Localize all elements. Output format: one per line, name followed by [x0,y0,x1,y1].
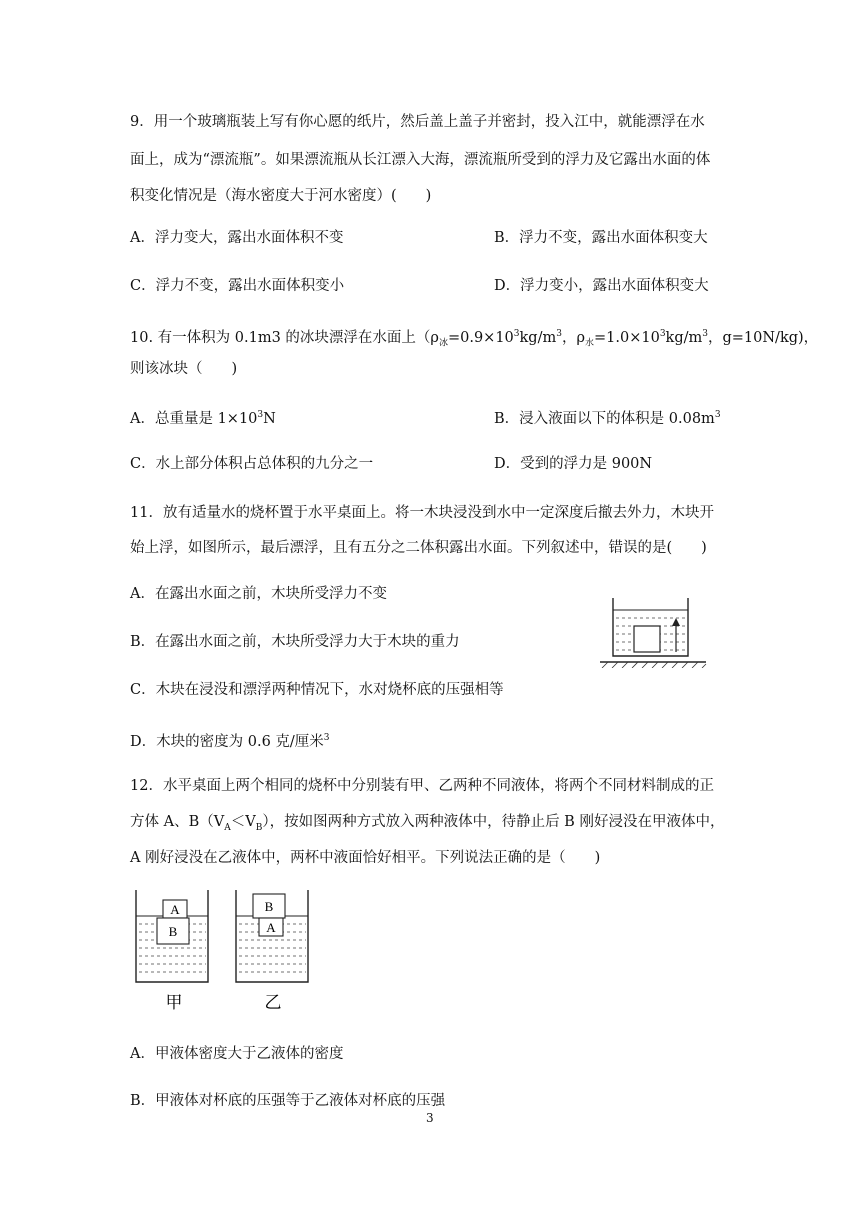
q12-line-3: A 刚好浸没在乙液体中，两杯中液面恰好相平。下列说法正确的是（ ) [130,850,601,866]
q10-option-b: B．浸入液面以下的体积是 $0.08m^3$ [494,410,721,427]
q12-beaker1-block-a-label: A [170,902,180,917]
q10-option-c: C．水上部分体积占总体积的九分之一 [130,456,374,472]
q11-option-a: A．在露出水面之前，木块所受浮力不变 [130,586,387,602]
q11-option-b: B．在露出水面之前，木块所受浮力大于木块的重力 [130,634,460,650]
q11-option-c: C．木块在浸没和漂浮两种情况下，水对烧杯底的压强相等 [130,682,504,698]
q12-caption-yi: 乙 [264,993,282,1013]
q12-beaker2-block-a-label: A [266,920,276,935]
q10-option-a: A．总重量是 $1\times 10^3N$ [130,410,276,427]
q9-option-b: B．浮力不变，露出水面体积变大 [494,230,708,246]
q11-line-2: 始上浮，如图所示，最后漂浮，且有五分之二体积露出水面。下列叙述中，错误的是( ) [130,540,707,556]
q12-option-b: B．甲液体对杯底的压强等于乙液体对杯底的压强 [130,1093,446,1109]
q10-line-2: 则该冰块（ ) [130,361,238,377]
q12-caption-jia: 甲 [165,993,183,1013]
q9-option-a: A．浮力变大，露出水面体积不变 [130,230,344,246]
q9-line-3: 积变化情况是（海水密度大于河水密度）( ) [130,188,432,204]
q9-line-1: 9．用一个玻璃瓶装上写有你心愿的纸片，然后盖上盖子并密封，投入江中，就能漂浮在水 [130,114,705,130]
q12-beaker1-block-b-label: B [168,924,178,939]
q9-option-c: C．浮力不变，露出水面体积变小 [130,278,345,294]
q11-line-1: 11．放有适量水的烧杯置于水平桌面上。将一木块浸没到水中一定深度后撤去外力，木块开 [130,505,714,521]
q12-line-1: 12．水平桌面上两个相同的烧杯中分别装有甲、乙两种不同液体，将两个不同材料制成的正 [130,778,714,794]
q12-beaker2-block-b-label: B [264,899,274,914]
q11-beaker-figure [600,596,710,668]
q9-option-d: D．浮力变小，露出水面体积变大 [494,278,709,294]
q9-line-2: 面上，成为“漂流瓶”。如果漂流瓶从长江漂入大海，漂流瓶所受到的浮力及它露出水面的体 [130,152,711,168]
q12-line-2: 方体 A、$B(V_A<V_B)$，按如图两种方式放入两种液体中，待静止后 B 刚好浸没在甲液体中， [130,814,725,833]
q12-option-a: A．甲液体密度大于乙液体的密度 [130,1046,344,1062]
q10-line-1: 10. 有一体积为 0.1m3 的冰块漂浮在水面上（$\rho_冰=0.9\times 10^3kg/m^3$，$\rho_水=1.0\times 10^3kg/m^3$，g=10N/kg)， [130,329,819,349]
q10-option-d: D．受到的浮力是 900N [494,456,653,472]
page-number: 3 [426,1111,434,1125]
q11-option-d: D．木块的密度为 0.6 克/厘米$^3$ [130,733,330,750]
q12-beakers-figure [132,888,322,1018]
